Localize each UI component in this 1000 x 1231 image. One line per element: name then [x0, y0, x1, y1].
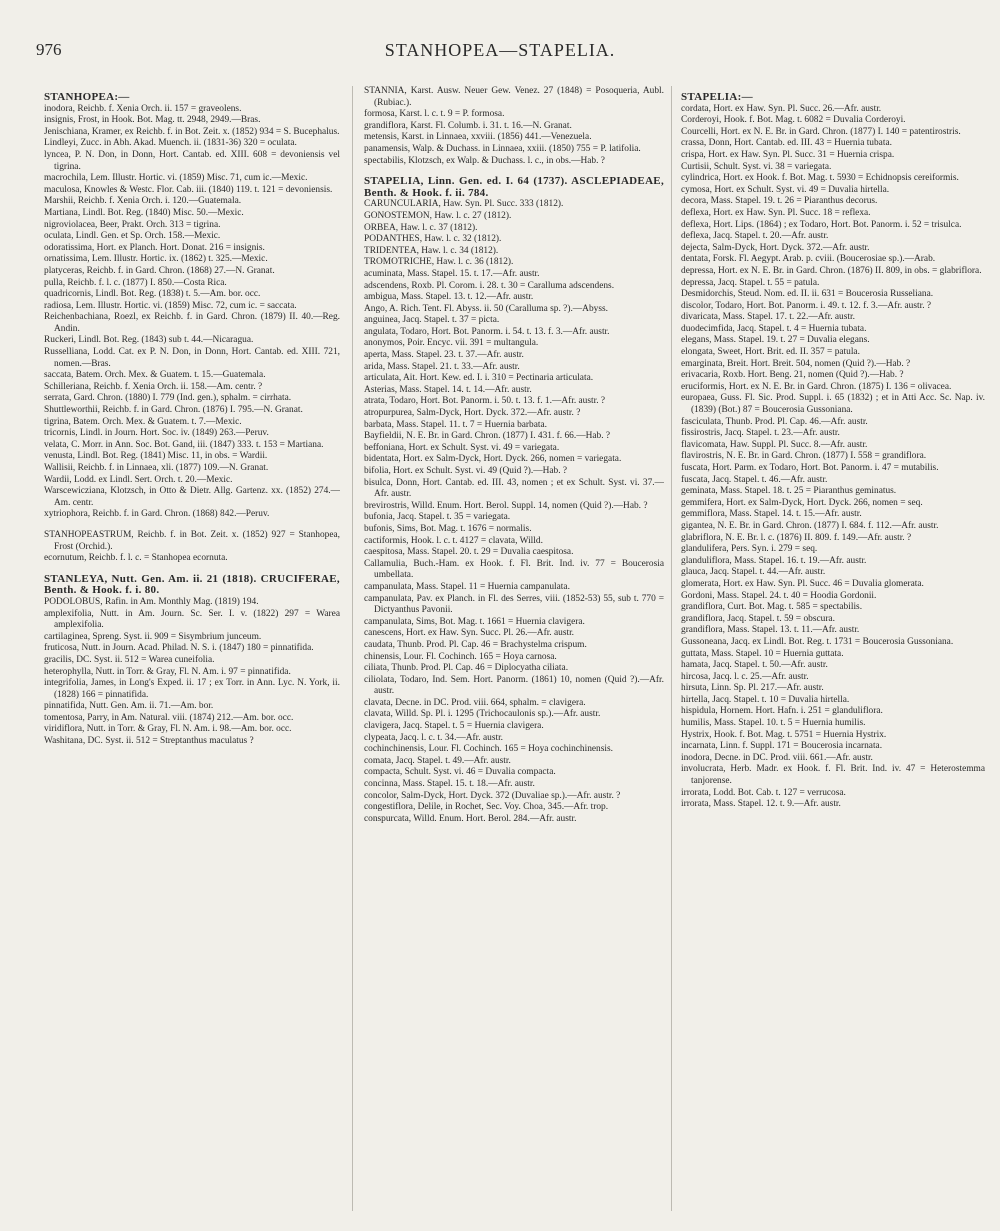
index-entry: ornatissima, Lem. Illustr. Hortic. ix. (1862) t. 325.—Mexic. [44, 254, 268, 265]
index-entry: TROMOTRICHE, Haw. l. c. 36 (1812). [364, 257, 514, 268]
index-entry: Martiana, Lindl. Bot. Reg. (1840) Misc. 50.—Mexic. [44, 207, 244, 218]
index-entry: Gussoneana, Jacq. ex Lindl. Bot. Reg. t. 1731 = Boucerosia Gussoniana. [681, 636, 954, 647]
index-entry: lyncea, P. N. Don, in Donn, Hort. Cantab. ed. XIII. 608 = devoniensis vel tigrina. [44, 149, 340, 172]
index-entry: chinensis, Lour. Fl. Cochinch. 165 = Hoya carnosa. [364, 651, 557, 662]
index-entry: crispa, Hort. ex Haw. Syn. Pl. Succ. 31 = Huernia crispa. [681, 149, 895, 160]
index-entry: gigantea, N. E. Br. in Gard. Chron. (1877) I. 684. f. 112.—Afr. austr. [681, 520, 939, 531]
index-entry: hirtella, Jacq. Stapel. t. 10 = Duvalia hirtella. [681, 694, 850, 705]
index-entry: pulla, Reichb. f. l. c. (1877) I. 850.—Costa Rica. [44, 277, 227, 288]
index-entry: hirsuta, Linn. Sp. Pl. 217.—Afr. austr. [681, 683, 824, 694]
index-entry: Jenischiana, Kramer, ex Reichb. f. in Bot. Zeit. x. (1852) 934 = S. Bucephalus. [44, 126, 340, 137]
index-entry: insignis, Frost, in Hook. Bot. Mag. tt. 2948, 2949.—Bras. [44, 115, 261, 126]
index-entry: incarnata, Linn. f. Suppl. 171 = Boucerosia incarnata. [681, 741, 883, 752]
index-entry: angulata, Todaro, Hort. Bot. Panorm. i. 54. t. 13. f. 3.—Afr. austr. [364, 326, 610, 337]
index-entry: dentata, Forsk. Fl. Aegypt. Arab. p. cviii. (Boucerosiae sp.).—Arab. [681, 254, 936, 265]
index-entry: panamensis, Walp. & Duchass. in Linnaea, xxiii. (1850) 755 = P. latifolia. [364, 143, 641, 154]
index-entry: Russelliana, Lodd. Cat. ex P. N. Don, in Donn, Hort. Cantab. ed. XIII. 721, nomen.—Bras. [44, 347, 340, 369]
index-entry: bidentata, Hort. ex Salm-Dyck, Hort. Dyck. 266, nomen = variegata. [364, 454, 622, 465]
index-entry: ambigua, Mass. Stapel. 13. t. 12.—Afr. austr. [364, 292, 534, 303]
index-entry: Wallisii, Reichb. f. in Linnaea, xli. (1877) 109.—N. Granat. [44, 463, 269, 473]
index-entry: decora, Mass. Stapel. 19. t. 26 = Piaranthus decorus. [681, 196, 878, 207]
index-entry: glauca, Jacq. Stapel. t. 44.—Afr. austr. [681, 567, 826, 578]
index-entry: odoratissima, Hort. ex Planch. Hort. Donat. 216 = insignis. [44, 242, 265, 253]
index-entry: metensis, Karst. in Linnaea, xxviii. (1856) 441.—Venezuela. [364, 132, 592, 143]
index-entry: depressa, Hort. ex N. E. Br. in Gard. Chron. (1876) II. 809, in obs. = glabriflora. [681, 265, 982, 276]
index-entry: campanulata, Pav. ex Planch. in Fl. des Serres, viii. (1852-53) 55, sub t. 770 = Dictyanthus Pavonii. [364, 593, 664, 616]
index-entry: Callamulia, Buch.-Ham. ex Hook. f. Fl. Brit. Ind. iv. 77 = Boucerosia umbellata. [364, 558, 664, 581]
index-entry: TRIDENTEA, Haw. l. c. 34 (1812). [364, 245, 499, 256]
index-entry: glanduliflora, Mass. Stapel. 16. t. 19.—Afr. austr. [681, 555, 867, 566]
index-entry: GONOSTEMON, Haw. l. c. 27 (1812). [364, 210, 512, 221]
index-entry: atrata, Todaro, Hort. Bot. Panorm. i. 50. t. 13. f. 1.—Afr. austr. ? [364, 396, 606, 407]
index-entry: Reichenbachiana, Roezl, ex Reichb. f. in Gard. Chron. (1879) II. 40.—Reg. Andin. [44, 312, 340, 334]
index-entry: velata, C. Morr. in Ann. Soc. Bot. Gand, iii. (1847) 333. t. 153 = Martiana. [44, 439, 324, 450]
index-entry: caespitosa, Mass. Stapel. 20. t. 29 = Duvalia caespitosa. [364, 547, 574, 558]
index-entry: bufonis, Sims, Bot. Mag. t. 1676 = normalis. [364, 523, 532, 534]
index-entry: cactiformis, Hook. l. c. t. 4127 = clavata, Willd. [364, 535, 543, 546]
index-entry: hispidula, Hornem. Hort. Hafn. i. 251 = glanduliflora. [681, 706, 883, 717]
genus-heading: STANHOPEA:— [44, 91, 130, 103]
index-entry: Wardii, Lodd. ex Lindl. Sert. Orch. t. 20.—Mexic. [44, 474, 233, 485]
column-1 [44, 86, 340, 1219]
index-entry: pinnatifida, Nutt. Gen. Am. ii. 71.—Am. bor. [44, 701, 214, 712]
index-entry: campanulata, Sims, Bot. Mag. t. 1661 = Huernia clavigera. [364, 616, 585, 627]
index-entry: integrifolia, James, in Long's Exped. ii. 17 ; ex Torr. in Ann. Lyc. N. York, ii. (1828) 166 = pinnatifida. [44, 678, 340, 700]
index-entry: anonymos, Poir. Encyc. vii. 391 = multangula. [364, 338, 539, 349]
index-entry: ciliolata, Todaro, Ind. Sem. Hort. Panorm. (1861) 10, nomen (Quid ?).—Afr. austr. [364, 674, 664, 697]
index-entry: Bayfieldii, N. E. Br. in Gard. Chron. (1877) I. 431. f. 66.—Hab. ? [364, 431, 611, 442]
index-entry: inodora, Reichb. f. Xenia Orch. ii. 157 = graveolens. [44, 103, 242, 114]
index-entry: saccata, Batem. Orch. Mex. & Guatem. t. 15.—Guatemala. [44, 370, 266, 381]
index-entry: tomentosa, Parry, in Am. Natural. viii. (1874) 212.—Am. bor. occ. [44, 712, 294, 723]
index-entry: hamata, Jacq. Stapel. t. 50.—Afr. austr. [681, 660, 828, 671]
index-entry: cordata, Hort. ex Haw. Syn. Pl. Succ. 26.—Afr. austr. [681, 103, 882, 114]
index-entry: congestiflora, Delile, in Rochet, Sec. Voy. Choa, 345.—Afr. trop. [364, 802, 609, 813]
index-entry: fasciculata, Thunb. Prod. Pl. Cap. 46.—Afr. austr. [681, 416, 868, 427]
index-entry: gracilis, DC. Syst. ii. 512 = Warea cuneifolia. [44, 654, 215, 665]
column-divider [352, 86, 353, 1211]
column-divider [671, 86, 672, 1211]
index-entry: nigroviolacea, Beer, Prakt. Orch. 313 = tigrina. [44, 219, 221, 230]
index-entry: irrorata, Mass. Stapel. 12. t. 9.—Afr. austr. [681, 799, 841, 810]
genus-heading: STAPELIA, Linn. Gen. ed. I. 64 (1737). ASCLEPIADEAE, Benth. & Hook. f. ii. 784. [364, 175, 664, 199]
index-entry: divaricata, Mass. Stapel. 17. t. 22.—Afr. austr. [681, 312, 855, 323]
index-entry: beffoniana, Hort. ex Schult. Syst. vi. 49 = variegata. [364, 442, 560, 453]
index-entry: clavigera, Jacq. Stapel. t. 5 = Huernia clavigera. [364, 721, 544, 732]
index-entry: glomerata, Hort. ex Haw. Syn. Pl. Succ. 46 = Duvalia glomerata. [681, 578, 924, 589]
index-entry: arida, Mass. Stapel. 21. t. 33.—Afr. austr. [364, 361, 520, 372]
index-entry: tricornis, Lindl. in Journ. Hort. Soc. iv. (1849) 263.—Peruv. [44, 428, 269, 439]
index-entry: inodora, Decne. in DC. Prod. viii. 661.—Afr. austr. [681, 752, 873, 763]
index-entry: depressa, Jacq. Stapel. t. 55 = patula. [681, 277, 820, 288]
index-entry: macrochila, Lem. Illustr. Hortic. vi. (1859) Misc. 71, cum ic.—Mexic. [44, 173, 308, 184]
index-entry: PODOLOBUS, Rafin. in Am. Monthly Mag. (1819) 194. [44, 596, 259, 607]
genus-heading: STAPELIA:— [681, 91, 753, 103]
index-entry: irrorata, Lodd. Bot. Cab. t. 127 = verrucosa. [681, 787, 846, 798]
running-head: STANHOPEA—STAPELIA. [384, 40, 616, 60]
index-entry: barbata, Mass. Stapel. 11. t. 7 = Huernia barbata. [364, 419, 548, 430]
index-entry: flavicomata, Haw. Suppl. Pl. Succ. 8.—Afr. austr. [681, 439, 868, 450]
index-entry: xytriophora, Reichb. f. in Gard. Chron. (1868) 842.—Peruv. [44, 509, 270, 520]
index-entry: fuscata, Hort. Parm. ex Todaro, Hort. Bot. Panorm. i. 47 = mutabilis. [681, 463, 939, 473]
index-entry: clavata, Willd. Sp. Pl. i. 1295 (Trichocaulonis sp.).—Afr. austr. [364, 709, 601, 720]
index-entry: Schilleriana, Reichb. f. Xenia Orch. ii. 158.—Am. centr. ? [44, 381, 263, 392]
index-entry: brevirostris, Willd. Enum. Hort. Berol. Suppl. 14, nomen (Quid ?).—Hab. ? [364, 500, 648, 511]
index-entry: platyceras, Reichb. f. in Gard. Chron. (1868) 27.—N. Granat. [44, 265, 275, 276]
index-entry: Shuttleworthii, Reichb. f. in Gard. Chron. (1876) I. 795.—N. Granat. [44, 405, 303, 416]
index-entry: compacta, Schult. Syst. vi. 46 = Duvalia compacta. [364, 767, 556, 778]
index-entry: oculata, Lindl. Gen. et Sp. Orch. 158.—Mexic. [44, 231, 221, 242]
index-entry: atropurpurea, Salm-Dyck, Hort. Dyck. 372.—Afr. austr. ? [364, 408, 581, 419]
index-entry: ciliata, Thunb. Prod. Pl. Cap. 46 = Diplocyatha ciliata. [364, 663, 569, 674]
index-entry: canescens, Hort. ex Haw. Syn. Succ. Pl. 26.—Afr. austr. [364, 628, 575, 639]
index-entry: bufonia, Jacq. Stapel. t. 35 = variegata. [364, 512, 511, 523]
index-entry: quadricornis, Lindl. Bot. Reg. (1838) t. 5.—Am. bor. occ. [44, 289, 261, 300]
genus-heading: STANLEYA, Nutt. Gen. Am. ii. 21 (1818). CRUCIFERAE, Benth. & Hook. f. i. 80. [44, 572, 340, 597]
index-entry: discolor, Todaro, Hort. Bot. Panorm. i. 49. t. 12. f. 3.—Afr. austr. ? [681, 300, 932, 311]
column-3 [681, 86, 985, 1219]
index-entry: adscendens, Roxb. Pl. Corom. i. 28. t. 30 = Caralluma adscendens. [364, 280, 615, 291]
index-entry: campanulata, Mass. Stapel. 11 = Huernia campanulata. [364, 581, 570, 592]
index-entry: geminata, Mass. Stapel. 18. t. 25 = Piaranthus geminatus. [681, 486, 897, 497]
index-entry: europaea, Guss. Fl. Sic. Prod. Suppl. i. 65 (1832) ; et in Atti Acc. Sc. Nap. iv. (1839) (Bot.) 87 = Boucerosia Gussoniana. [681, 393, 985, 416]
index-entry: Ruckeri, Lindl. Bot. Reg. (1843) sub t. 44.—Nicaragua. [44, 335, 254, 346]
index-entry: caudata, Thunb. Prod. Pl. Cap. 46 = Brachystelma crispum. [364, 639, 587, 650]
index-entry: Hystrix, Hook. f. Bot. Mag. t. 5751 = Huernia Hystrix. [681, 729, 887, 740]
column-2 [364, 86, 664, 1219]
index-entry: Ango, A. Rich. Tent. Fl. Abyss. ii. 50 (Caralluma sp. ?).—Abyss. [364, 303, 608, 314]
index-entry: Warscewicziana, Klotzsch, in Otto & Dietr. Allg. Gartenz. xx. (1852) 274.—Am. centr. [44, 486, 340, 508]
index-entry: glabriflora, N. E. Br. l. c. (1876) II. 809. f. 149.—Afr. austr. ? [681, 532, 912, 543]
index-entry: hircosa, Jacq. l. c. 25.—Afr. austr. [681, 671, 809, 682]
index-entry: eruciformis, Hort. ex N. E. Br. in Gard. Chron. (1875) I. 136 = olivacea. [681, 381, 952, 392]
index-entry: radiosa, Lem. Illustr. Hortic. vi. (1859) Misc. 72, cum ic. = saccata. [44, 300, 297, 311]
index-entry: fruticosa, Nutt. in Journ. Acad. Philad. N. S. i. (1847) 180 = pinnatifida. [44, 643, 314, 654]
index-entry: Curtisii, Schult. Syst. vi. 38 = variegata. [681, 161, 832, 172]
index-entry: fuscata, Jacq. Stapel. t. 46.—Afr. austr. [681, 474, 828, 485]
index-entry: viridiflora, Nutt. in Torr. & Gray, Fl. N. Am. i. 98.—Am. bor. occ. [44, 724, 292, 735]
index-entry: conspurcata, Willd. Enum. Hort. Berol. 284.—Afr. austr. [364, 813, 577, 824]
index-entry: bisulca, Donn, Hort. Cantab. ed. III. 43, nomen ; et ex Schult. Syst. vi. 37.—Afr. austr. [364, 477, 664, 500]
index-entry: ORBEA, Haw. l. c. 37 (1812). [364, 222, 478, 233]
index-entry: duodecimfida, Jacq. Stapel. t. 4 = Huernia tubata. [681, 323, 867, 334]
page-number: 976 [36, 40, 62, 59]
index-entry: Corderoyi, Hook. f. Bot. Mag. t. 6082 = Duvalia Corderoyi. [681, 115, 906, 126]
index-entry: guttata, Mass. Stapel. 10 = Huernia guttata. [681, 648, 844, 659]
index-entry: ecornutum, Reichb. f. l. c. = Stanhopea ecornuta. [44, 553, 228, 564]
index-entry: elegans, Mass. Stapel. 19. t. 27 = Duvalia elegans. [681, 335, 870, 346]
index-entry: bifolia, Hort. ex Schult. Syst. vi. 49 (Quid ?).—Hab. ? [364, 466, 568, 476]
index-entry: elongata, Sweet, Hort. Brit. ed. II. 357 = patula. [681, 347, 860, 358]
index-entry: STANHOPEASTRUM, Reichb. f. in Bot. Zeit. x. (1852) 927 = Stanhopea, Frost (Orchid.). [44, 529, 340, 552]
index-entry: articulata, Ait. Hort. Kew. ed. I. i. 310 = Pectinaria articulata. [364, 373, 594, 384]
index-entry: cymosa, Hort. ex Schult. Syst. vi. 49 = Duvalia hirtella. [681, 184, 890, 195]
index-entry: deflexa, Hort. ex Haw. Syn. Pl. Succ. 18 = reflexa. [681, 207, 871, 218]
index-entry: clavata, Decne. in DC. Prod. viii. 664, sphalm. = clavigera. [364, 697, 586, 708]
index-entry: grandiflora, Mass. Stapel. 13. t. 11.—Afr. austr. [681, 625, 860, 636]
index-entry: grandiflora, Jacq. Stapel. t. 59 = obscura. [681, 613, 835, 624]
index-entry: crassa, Donn, Hort. Cantab. ed. III. 43 = Huernia tubata. [681, 138, 892, 149]
index-entry: STANNIA, Karst. Ausw. Neuer Gew. Venez. 27 (1848) = Posoqueria, Aubl. (Rubiac.). [364, 86, 664, 108]
index-entry: maculosa, Knowles & Westc. Flor. Cab. iii. (1840) 119. t. 121 = devoniensis. [44, 184, 333, 195]
index-entry: acuminata, Mass. Stapel. 15. t. 17.—Afr. austr. [364, 268, 540, 279]
index-entry: deflexa, Jacq. Stapel. t. 20.—Afr. austr. [681, 231, 829, 242]
index-entry: CARUNCULARIA, Haw. Syn. Pl. Succ. 333 (1812). [364, 199, 564, 210]
index-entry: glandulifera, Pers. Syn. i. 279 = seq. [681, 544, 818, 555]
index-entry: serrata, Gard. Chron. (1880) I. 779 (Ind. gen.), sphalm. = cirrhata. [44, 393, 292, 404]
index-entry: flavirostris, N. E. Br. in Gard. Chron. (1877) I. 558 = grandiflora. [681, 451, 927, 462]
index-entry: Lindleyi, Zucc. in Abh. Akad. Muench. ii. (1831-36) 320 = oculata. [44, 138, 297, 149]
index-entry: fissirostris, Jacq. Stapel. t. 23.—Afr. austr. [681, 428, 840, 439]
index-entry: spectabilis, Klotzsch, ex Walp. & Duchass. l. c., in obs.—Hab. ? [364, 155, 605, 166]
index-entry: grandiflora, Curt. Bot. Mag. t. 585 = spectabilis. [681, 602, 863, 613]
index-entry: tigrina, Batem. Orch. Mex. & Guatem. t. 7.—Mexic. [44, 416, 242, 427]
page-header [36, 40, 964, 70]
index-entry: Asterias, Mass. Stapel. 14. t. 14.—Afr. austr. [364, 384, 532, 395]
index-entry: anguinea, Jacq. Stapel. t. 37 = picta. [364, 315, 500, 326]
index-entry: comata, Jacq. Stapel. t. 49.—Afr. austr. [364, 755, 511, 766]
index-entry: aperta, Mass. Stapel. 23. t. 37.—Afr. austr. [364, 350, 524, 361]
index-entry: heterophylla, Nutt. in Torr. & Gray, Fl. N. Am. i. 97 = pinnatifida. [44, 666, 291, 677]
index-entry: cartilaginea, Spreng. Syst. ii. 909 = Sisymbrium junceum. [44, 631, 262, 642]
index-entry: grandiflora, Karst. Fl. Columb. i. 31. t. 16.—N. Granat. [364, 120, 572, 131]
index-entry: cylindrica, Hort. ex Hook. f. Bot. Mag. t. 5930 = Echidnopsis cereiformis. [681, 173, 959, 184]
index-entry: Desmidorchis, Steud. Nom. ed. II. ii. 631 = Boucerosia Russeliana. [681, 289, 934, 300]
index-entry: involucrata, Herb. Madr. ex Hook. f. Fl. Brit. Ind. iv. 47 = Heterostemma tanjorense. [681, 764, 985, 787]
index-entry: PODANTHES, Haw. l. c. 32 (1812). [364, 234, 502, 245]
index-entry: Washitana, DC. Syst. ii. 512 = Streptanthus maculatus ? [44, 736, 254, 747]
index-entry: formosa, Karst. l. c. t. 9 = P. formosa. [364, 109, 505, 120]
index-entry: concinna, Mass. Stapel. 15. t. 18.—Afr. austr. [364, 779, 535, 790]
index-entry: dejecta, Salm-Dyck, Hort. Dyck. 372.—Afr. austr. [681, 242, 870, 253]
index-entry: cochinchinensis, Lour. Fl. Cochinch. 165 = Hoya cochinchinensis. [364, 744, 613, 755]
index-entry: venusta, Lindl. Bot. Reg. (1841) Misc. 11, in obs. = Wardii. [44, 451, 268, 462]
index-entry: concolor, Salm-Dyck, Hort. Dyck. 372 (Duvaliae sp.).—Afr. austr. ? [364, 790, 621, 801]
index-entry: erivacaria, Roxb. Hort. Beng. 21, nomen (Quid ?).—Hab. ? [681, 370, 904, 381]
index-entry: gemmifera, Hort. ex Salm-Dyck, Hort. Dyck. 266, nomen = seq. [681, 497, 923, 508]
index-entry: emarginata, Breit. Hort. Breit. 504, nomen (Quid ?).—Hab. ? [681, 358, 911, 369]
index-entry: Marshii, Reichb. f. Xenia Orch. i. 120.—Guatemala. [44, 196, 242, 207]
index-entry: deflexa, Hort. Lips. (1864) ; ex Todaro, Hort. Bot. Panorm. i. 52 = trisulca. [681, 219, 962, 230]
index-entry: amplexifolia, Nutt. in Am. Journ. Sc. Ser. I. v. (1822) 297 = Warea amplexifolia. [44, 608, 340, 631]
index-entry: gemmiflora, Mass. Stapel. 14. t. 15.—Afr. austr. [681, 509, 862, 520]
index-entry: Gordoni, Mass. Stapel. 24. t. 40 = Hoodia Gordonii. [681, 590, 877, 601]
index-entry: clypeata, Jacq. l. c. t. 34.—Afr. austr. [364, 732, 504, 743]
index-entry: humilis, Mass. Stapel. 10. t. 5 = Huernia humilis. [681, 718, 866, 729]
index-entry: Courcelli, Hort. ex N. E. Br. in Gard. Chron. (1877) I. 140 = patentirostris. [681, 126, 961, 137]
